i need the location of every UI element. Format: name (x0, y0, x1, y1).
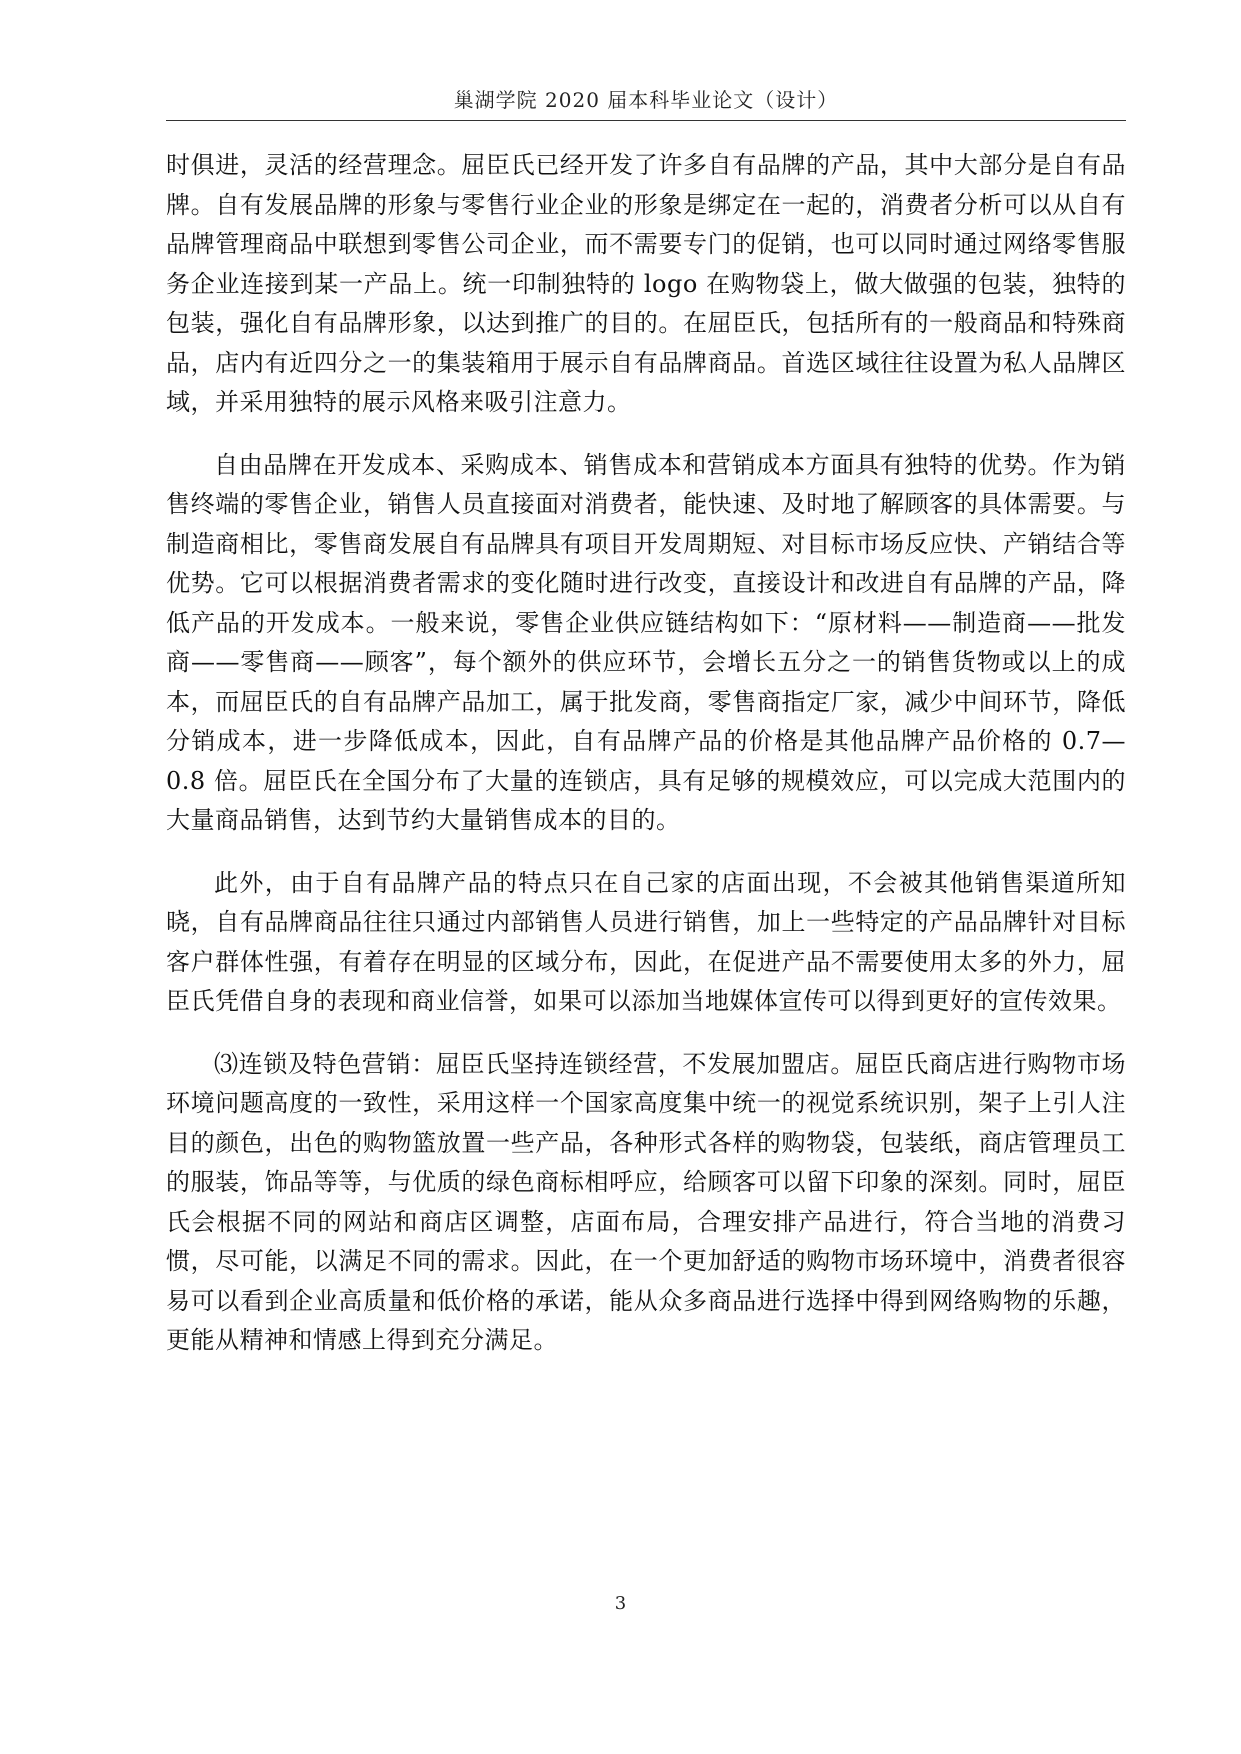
running-header: 巢湖学院 2020 届本科毕业论文（设计） (453, 88, 839, 112)
paragraph-3: 此外，由于自有品牌产品的特点只在自己家的店面出现，不会被其他销售渠道所知晓，自有品牌商品往往只通过内部销售人员进行销售，加上一些特定的产品品牌针对目标客户群体性强，有着存在明显的区域分布，因此，在促进产品不需要使用太多的外力，屈臣氏凭借自身的表现和商业信誉，如果可以添加当地媒体宣传可以得到更好的宣传效果。 (166, 868, 1126, 1015)
page-number: 3 (614, 1593, 627, 1614)
body-text (166, 146, 1126, 1361)
paragraph-2: 自由品牌在开发成本、采购成本、销售成本和营销成本方面具有独特的优势。作为销售终端的零售企业，销售人员直接面对消费者，能快速、及时地了解顾客的具体需要。与制造商相比，零售商发展自有品牌具有项目开发周期短、对目标市场反应快、产销结合等优势。它可以根据消费者需求的变化随时进行改变，直接设计和改进自有品牌的产品，降低产品的开发成本。一般来说，零售企业供应链结构如下：“原材料——制造商——批发商——零售商——顾客”，每个额外的供应环节，会增长五分之一的销售货物或以上的成本，而屈臣氏的自有品牌产品加工，属于批发商，零售商指定厂家，减少中间环节，降低分销成本，进一步降低成本，因此，自有品牌产品的价格是其他品牌产品价格的 0.7—0.8 倍。屈臣氏在全国分布了大量的连锁店，具有足够的规模效应，可以完成大范围内的大量商品销售，达到节约大量销售成本的目的。 (166, 450, 1126, 834)
paragraph-4: ⑶连锁及特色营销：屈臣氏坚持连锁经营，不发展加盟店。屈臣氏商店进行购物市场环境问题高度的一致性，采用这样一个国家高度集中统一的视觉系统识别，架子上引人注目的颜色，出色的购物篮放置一些产品，各种形式各样的购物袋，包装纸，商店管理员工的服装，饰品等等，与优质的绿色商标相呼应，给顾客可以留下印象的深刻。同时，屈臣氏会根据不同的网站和商店区调整，店面布局，合理安排产品进行，符合当地的消费习惯，尽可能，以满足不同的需求。因此，在一个更加舒适的购物市场环境中，消费者很容易可以看到企业高质量和低价格的承诺，能从众多商品进行选择中得到网络购物的乐趣，更能从精神和情感上得到充分满足。 (166, 1049, 1126, 1354)
paragraph-1: 时俱进，灵活的经营理念。屈臣氏已经开发了许多自有品牌的产品，其中大部分是自有品牌。自有发展品牌的形象与零售行业企业的形象是绑定在一起的，消费者分析可以从自有品牌管理商品中联想到零售公司企业，而不需要专门的促销，也可以同时通过网络零售服务企业连接到某一产品上。统一印制独特的 logo 在购物袋上，做大做强的包装，独特的包装，强化自有品牌形象，以达到推广的目的。在屈臣氏，包括所有的一般商品和特殊商品，店内有近四分之一的集装箱用于展示自有品牌商品。首选区域往往设置为私人品牌区域，并采用独特的展示风格来吸引注意力。 (166, 151, 1126, 416)
header-divider (166, 120, 1126, 121)
